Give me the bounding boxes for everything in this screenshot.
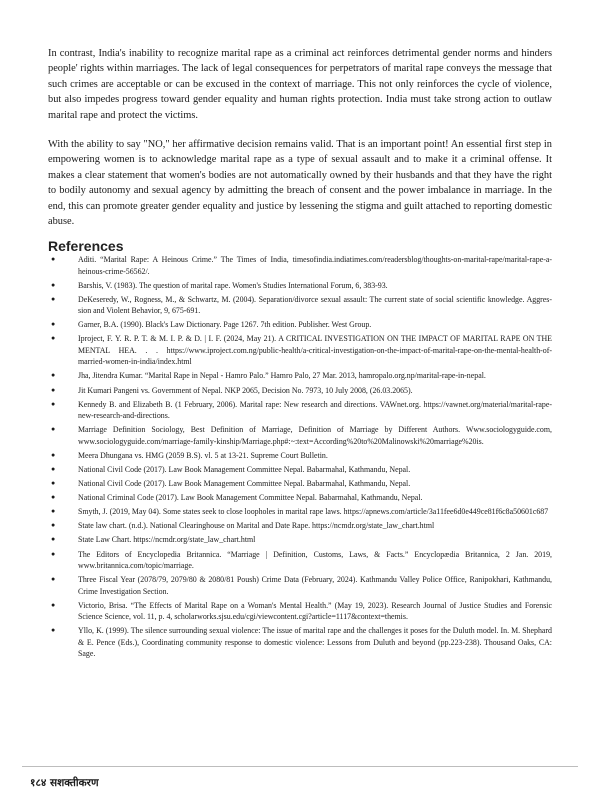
reference-text: Barshis, V. (1983). The question of marital rape. Women's Studies International Forum, 6, 383-93. (78, 280, 388, 290)
reference-item (48, 319, 552, 331)
reference-text: Three Fiscal Year (2078/79, 2079/80 & 2080/81 Poush) Crime Data (February, 2024). Kathmandu Valley Police Office, Ranipokhari, Kathmandu, Crime Investigation Section. (78, 575, 552, 596)
bullet-icon: ● (51, 280, 56, 289)
reference-text: Garner, B.A. (1990). Black's Law Dictionary. Page 1267. 7th edition. Publisher. West Group. (78, 320, 372, 330)
paragraph-text: With the ability to say "NO," her affirmative decision remains valid. That is an important point! An essential first step in empowering women is to acknowledge marital rape as a type of sexual assault and to make it a criminal offense. It makes a clear statement that women's bodies are not automatically owned by their husbands and that they have the right to bodily autonomy and sexual agency by admitting the breach of consent and the power imbalance in marriage. In the end, this can promote greater gender equality and justice by lessening the stigma and guilt attached to reporting domestic abuse. (48, 139, 552, 228)
reference-item (48, 506, 552, 518)
bullet-icon: ● (51, 425, 56, 434)
reference-item (48, 370, 552, 382)
reference-text: State law chart. (n.d.). National Clearinghouse on Marital and Date Rape. https://ncmdr.org/state_law_chart.html (78, 521, 435, 531)
reference-text: Yllo, K. (1999). The silence surrounding sexual violence: The issue of marital rape and the challenges it poses for the Duluth model. In. M. Shephard & E. Pence (Eds.), Coordinating community response to domestic violence: Lessons from Duluth and beyond (pp.223-238). Thousand Oaks, CA: Sage. (78, 626, 552, 659)
reference-text: Jit Kumari Pangeni vs. Government of Nepal. NKP 2065, Decision No. 7973, 10 July 2008, (26.03.2065). (78, 385, 413, 395)
bullet-icon: ● (51, 479, 56, 488)
bullet-icon: ● (51, 399, 56, 408)
reference-item (48, 399, 552, 422)
bullet-icon: ● (51, 294, 56, 303)
references-heading: References (48, 238, 124, 254)
reference-item (48, 574, 552, 597)
reference-text: Iproject, F. Y. R. P. T. & M. I. P. & D. | I. F. (2024, May 21). A CRITICAL INVESTIGATION ON THE IMPACT OF MARITAL RAPE ON THE MENTAL HEA. . . https://www.iproject.com.ng/public-health/a-critical-investigation-on-the-impact-of-marital-rape-on-the-mental-health-of-married-women-in-india/index.html (78, 334, 552, 367)
reference-text: National Civil Code (2017). Law Book Management Committee Nepal. Babarmahal, Kathmandu, Nepal. (78, 464, 411, 474)
bullet-icon: ● (51, 549, 56, 558)
reference-text: Victorio, Brisa. “The Effects of Marital Rape on a Woman's Mental Health.” (May 19, 2023). Research Journal of Justice Studies and Forensic Science Science, vol. 11, p. 4, scholarworks.sjsu.edu/cgi/viewcontent.cgi?article=1117&context=themis. (78, 600, 552, 622)
page-footer (0, 766, 600, 800)
reference-item (48, 492, 552, 504)
reference-item (48, 450, 552, 462)
reference-item (48, 280, 552, 292)
reference-text: National Criminal Code (2017). Law Book Management Committee Nepal. Babarmahal, Kathmandu, Nepal. (78, 493, 423, 503)
reference-item (48, 385, 552, 397)
footer-page-label: १८४ सशक्तीकरण (30, 777, 99, 789)
reference-text: Jha, Jitendra Kumar. “Marital Rape in Nepal - Hamro Palo.” Hamro Palo, 27 Mar. 2013, hamropalo.org.np/marital-rape-in-nepal. (78, 371, 486, 381)
bullet-icon: ● (51, 464, 56, 473)
references-list (48, 254, 552, 662)
reference-item (48, 478, 552, 490)
bullet-icon: ● (51, 371, 56, 380)
reference-item (48, 534, 552, 546)
reference-item (48, 294, 552, 317)
reference-text: Aditi. “Marital Rape: A Heinous Crime.” The Times of India, timesofindia.indiatimes.com/readersblog/thoughts-on-marital-rape/marital-rape-a-heinous-crime-56562/. (78, 255, 552, 276)
reference-text: Kennedy B. and Elizabeth B. (1 February, 2006). Marital rape: New research and directions. VAWnet.org. https://vawnet.org/material/marital-rape-new-research-and-directions. (78, 399, 552, 421)
bullet-icon: ● (51, 600, 56, 609)
bullet-icon: ● (51, 521, 56, 530)
reference-text: The Editors of Encyclopedia Britannica. “Marriage | Definition, Customs, Laws, & Facts.” Encyclopædia Britannica, 2 Jan. 2019, www.britannica.com/topic/marriage. (78, 549, 552, 570)
footer-divider (22, 766, 578, 767)
reference-item (48, 333, 552, 368)
body-paragraph-2 (48, 137, 552, 229)
bullet-icon: ● (51, 385, 56, 394)
body-paragraph-1 (48, 46, 552, 123)
reference-item (48, 520, 552, 532)
reference-text: National Civil Code (2017). Law Book Management Committee Nepal. Babarmahal, Kathmandu, Nepal. (78, 479, 411, 489)
bullet-icon: ● (51, 535, 56, 544)
reference-text: DeKeseredy, W., Rogness, M., & Schwartz, M. (2004). Separation/divorce sexual assault: The current state of social scientific knowledge. Aggres- sion and Violent Behavior, 9, 675-691. (78, 294, 552, 316)
bullet-icon: ● (51, 575, 56, 584)
bullet-icon: ● (51, 320, 56, 329)
reference-text: Marriage Definition Sociology, Best Definition of Marriage, Definition of Marriage by Different Authors. Www.sociologyguide.com, www.sociologyguide.com/marriage-family-kinship/Marriage.php#:~:text=According%20to%20Malinowski%20marriage%20is. (78, 425, 552, 446)
reference-text: Meera Dhungana vs. HMG (2059 B.S). vl. 5 at 13-21. Supreme Court Bulletin. (78, 450, 328, 460)
reference-item (48, 424, 552, 447)
reference-item (48, 464, 552, 476)
reference-text: State Law Chart. https://ncmdr.org/state_law_chart.html (78, 535, 256, 545)
reference-item (48, 600, 552, 623)
reference-text: Smyth, J. (2019, May 04). Some states seek to close loopholes in marital rape laws. https://apnews.com/article/3a11fee6d0e449ce81f6c8a50601c687 (78, 507, 549, 517)
reference-item (48, 625, 552, 660)
bullet-icon: ● (51, 507, 56, 516)
bullet-icon: ● (51, 450, 56, 459)
bullet-icon: ● (51, 255, 56, 263)
reference-item (48, 254, 552, 277)
reference-item (48, 549, 552, 572)
bullet-icon: ● (51, 334, 56, 343)
bullet-icon: ● (51, 493, 56, 502)
bullet-icon: ● (51, 626, 56, 635)
paragraph-text: In contrast, India's inability to recognize marital rape as a criminal act reinforces detrimental gender norms and hinders people' rights within marriages. The lack of legal consequences for perpetrators of marital rape conveys the message that such crimes are acceptable or can be excused in the context of marriage. This not only reinforces the cycle of violence, but also impedes progress toward gender equality and human rights protection. India must take strong action to outlaw marital rape and protect the victims. (48, 48, 552, 121)
